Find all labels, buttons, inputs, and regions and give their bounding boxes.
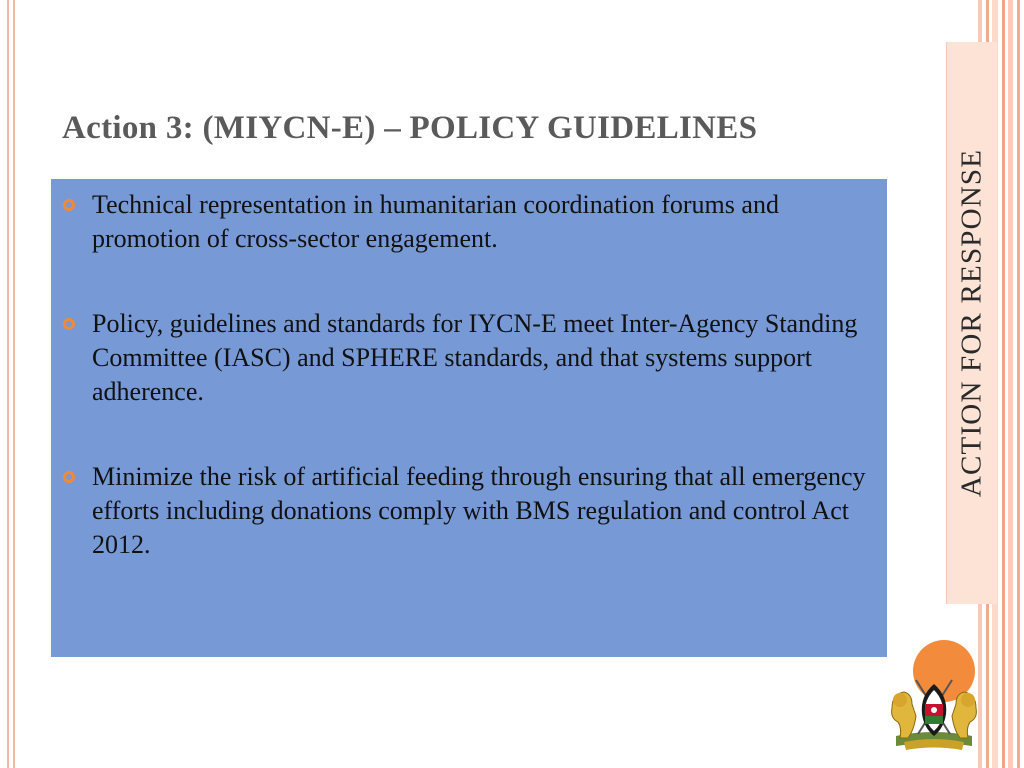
bullet-item [92,188,872,256]
circle-bullet-icon [63,199,75,211]
left-border-line [7,0,9,768]
side-label-panel [946,42,997,604]
side-label: ACTION FOR RESPONSE [955,148,988,498]
left-border-line [13,0,15,768]
coat-of-arms-emblem-icon [886,672,982,752]
slide-title: Action 3: (MIYCN-E) – POLICY GUIDELINES [62,110,758,146]
bullet-text: Minimize the risk of artificial feeding through ensuring that all emergency efforts including donations comply with BMS regulation and control Act 2012. [92,462,866,559]
bullet-text: Policy, guidelines and standards for IYCN-E meet Inter-Agency Standing Committee (IASC) and SPHERE standards, and that systems support adherence. [92,309,858,406]
bullet-item [92,307,872,409]
bullet-text: Technical representation in humanitarian coordination forums and promotion of cross-sector engagement. [92,190,779,253]
circle-bullet-icon [63,471,75,483]
content-box [51,179,887,657]
bullet-item [92,460,872,562]
circle-bullet-icon [63,318,75,330]
